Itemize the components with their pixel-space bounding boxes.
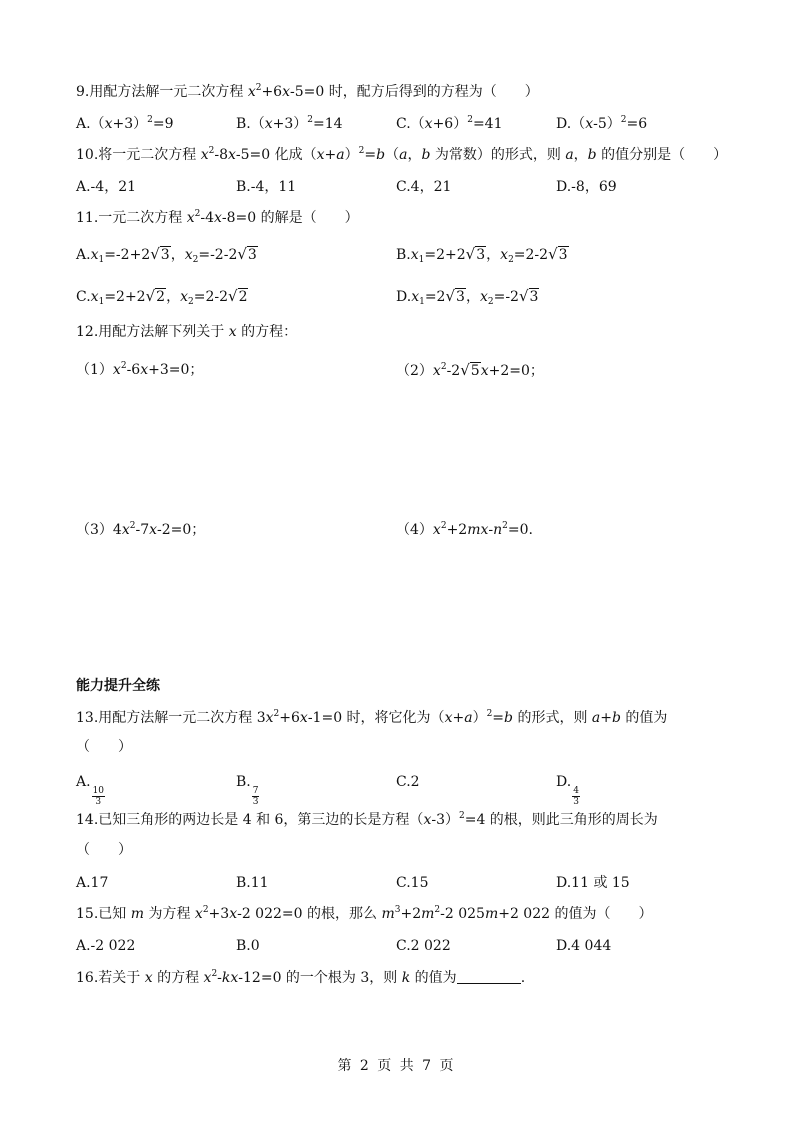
q11-option-b: $B.x_1=2+2√3$，$x_2=2-2√3$ (396, 245, 568, 265)
q15-option-c: C.2 022 (396, 938, 451, 954)
q13-option-c: C.2 (396, 774, 420, 790)
q13-option-d: D. $\frac{4}{3}$ (556, 774, 579, 807)
q12-part-3: $(3)4x^2-7x-2=0$； (76, 521, 206, 538)
q13-answer-paren: （ ） (76, 739, 132, 755)
q10-option-d: D.-8，69 (556, 179, 617, 195)
page-footer: 第 2 页 共 7 页 (337, 1058, 456, 1074)
question-11: 11.一元二次方程 $x^2-4x-8=0$ 的解是（ ） (76, 209, 359, 226)
question-12: 12.用配方法解下列关于 x 的方程： (76, 324, 298, 340)
q9-option-c: $C.(x+6)^2=41$ (396, 115, 503, 132)
q14-option-c: C.15 (396, 875, 429, 891)
question-10: 10.将一元二次方程 $x^2-8x-5=0$ 化成$(x+a)^2=b(a$，b 为常数）的形式，则 a，b 的值分别是（ ） (76, 146, 728, 163)
q15-option-b: B.0 (236, 938, 260, 954)
q12-part-1: $(1)x^2-6x+3=0$； (76, 361, 204, 378)
question-13: 13.用配方法解一元二次方程 $3x^2+6x-1=0$ 时，将它化为$(x+a)^2=b$ 的形式，则 a+b 的值为 (76, 709, 668, 726)
q15-option-a: A.-2 022 (76, 938, 136, 954)
answer-blank[interactable] (457, 969, 521, 984)
q9-option-a: $A.(x+3)^2=9$ (76, 115, 174, 132)
q14-option-d: D.11 或 15 (556, 875, 630, 891)
q14-answer-paren: （ ） (76, 842, 132, 858)
q12-part-4: $(4)x^2+2mx-n^2=0$. (396, 521, 533, 538)
q11-option-d: $D.x_1=2√3$，$x_2=-2√3$ (396, 287, 539, 307)
section-heading: 能力提升全练 (76, 678, 160, 694)
q10-option-b: B.-4，11 (236, 179, 297, 195)
q9-option-d: $D.(x-5)^2=6$ (556, 115, 648, 132)
q15-option-d: D.4 044 (556, 938, 612, 954)
question-16: 16.若关于 x 的方程 $x^2-kx-12=0$ 的一个根为 3，则 k 的值为 . (76, 969, 526, 986)
q14-option-a: A.17 (76, 875, 109, 891)
q13-option-a: A. $\frac{10}{3}$ (76, 774, 105, 807)
q13-option-b: B. $\frac{7}{3}$ (236, 774, 259, 807)
q12-part-2: $(2)x^2-2√5x+2=0$； (396, 361, 544, 379)
q10-option-a: A.-4，21 (76, 179, 137, 195)
q14-option-b: B.11 (236, 875, 269, 891)
q11-option-c: $C.x_1=2+2√2$，$x_2=2-2√2$ (76, 287, 248, 307)
question-15: 15.已知 m 为方程 $x^2+3x-2$ 022=0 的根，那么 $m^3+2m^2-2$ 025m+2 022 的值为（ ） (76, 905, 653, 922)
q11-option-a: $A.x_1=-2+2√3$，$x_2=-2-2√3$ (76, 245, 257, 265)
question-9: 9.用配方法解一元二次方程 $x^2+6x-5=0$ 时，配方后得到的方程为（ ） (76, 83, 539, 100)
q10-option-c: C.4，21 (396, 179, 452, 195)
question-14: 14.已知三角形的两边长是 4 和 6，第三边的长是方程$(x-3)^2=4$ 的根，则此三角形的周长为 (76, 811, 658, 828)
q9-option-b: $B.(x+3)^2=14$ (236, 115, 343, 132)
